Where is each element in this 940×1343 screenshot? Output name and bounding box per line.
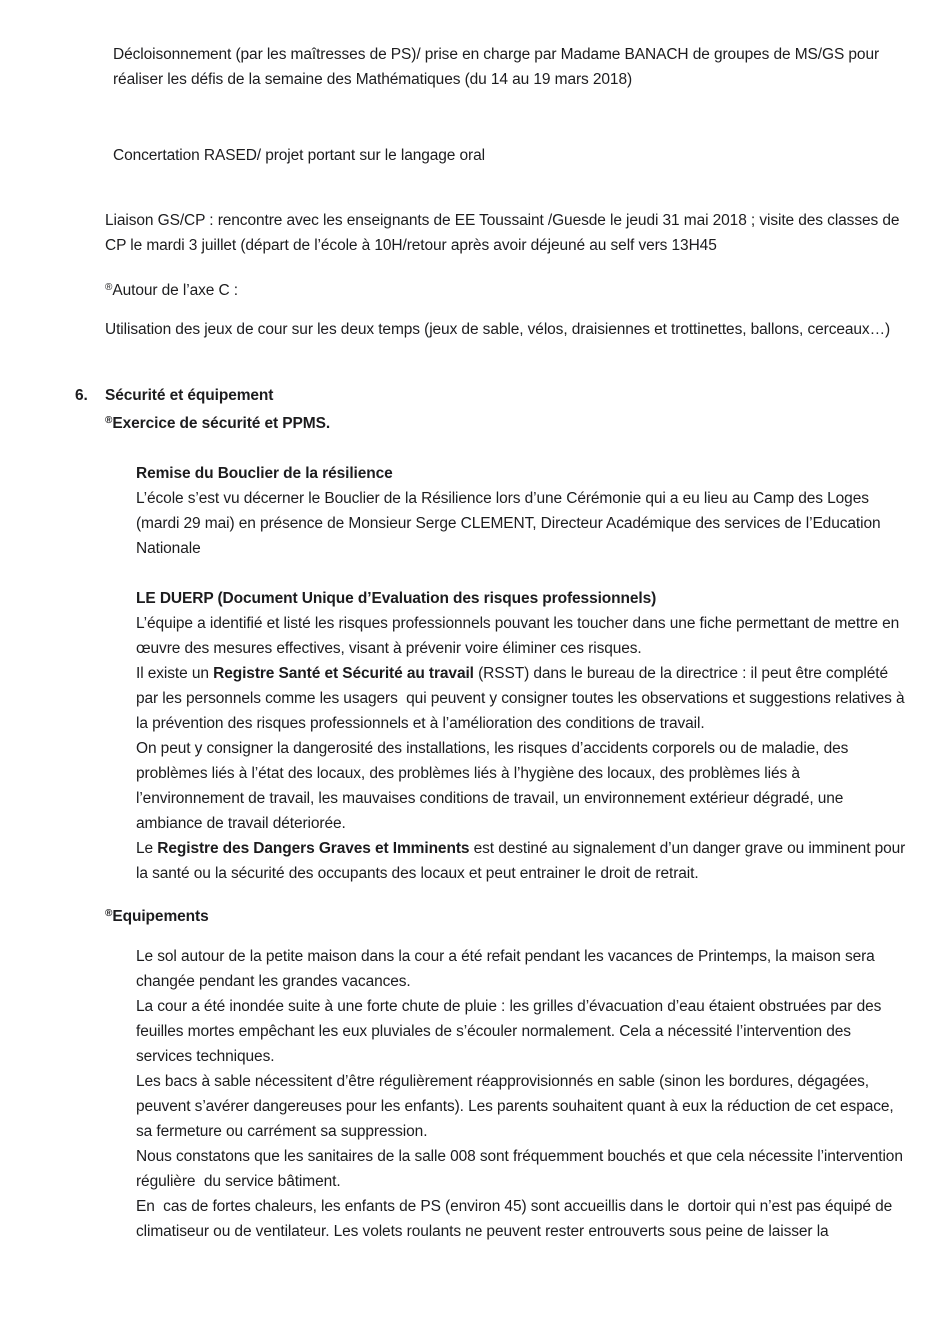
heading-section-6	[75, 383, 906, 408]
paragraph-decloisonnement: Décloisonnement (par les maîtresses de PS)/ prise en charge par Madame BANACH de groupes de MS/GS pour réaliser les défis de la semaine des Mathématiques (du 14 au 19 mars 2018)	[113, 46, 884, 88]
section-title: Sécurité et équipement	[105, 387, 274, 404]
block-duerp	[136, 586, 910, 886]
bullet-autour-axe-c: ®Autour de l’axe C :	[105, 282, 238, 299]
paragraph-cour-inondee: La cour a été inondée suite à une forte chute de pluie : les grilles d’évacuation d’eau étaient obstruées par des feuilles mortes empêchant les eux pluviales de s’écouler normalement. Cela a nécessité l’intervention des services techniques.	[136, 998, 886, 1065]
block-remise-bouclier	[136, 461, 906, 561]
bullet-exercice-securite-ppms: ®Exercice de sécurité et PPMS.	[105, 415, 331, 432]
paragraph-concertation: Concertation RASED/ projet portant sur le langage oral	[113, 147, 485, 164]
paragraph-remise-bouclier: L’école s’est vu décerner le Bouclier de la Résilience lors d’une Cérémonie qui a eu lieu au Camp des Loges (mardi 29 mai) en présence de Monsieur Serge CLEMENT, Directeur Académique des services de l’Education Nationale	[136, 490, 885, 557]
block-equipements	[136, 944, 906, 1244]
paragraph-duerp-dangers-imminents: Le Registre des Dangers Graves et Imminents est destiné au signalement d’un danger grave ou imminent pour la santé ou la sécurité des occupants des locaux et peut entrainer le droit de retrait.	[136, 840, 910, 882]
heading-duerp: LE DUERP (Document Unique d’Evaluation des risques professionnels)	[136, 590, 657, 607]
paragraph-fortes-chaleurs: En cas de fortes chaleurs, les enfants de PS (environ 45) sont accueillis dans le dortoir qui n’est pas équipé de climatiseur ou de ventilateur. Les volets roulants ne peuvent rester entrouverts sous peine de laisser la	[136, 1198, 897, 1240]
paragraph-sanitaires-008: Nous constatons que les sanitaires de la salle 008 sont fréquemment bouchés et que cela nécessite l’intervention régulière du service bâtiment.	[136, 1148, 908, 1190]
section-number: 6.	[75, 387, 88, 404]
paragraph-bacs-a-sable: Les bacs à sable nécessitent d’être régulièrement réapprovisionnés en sable (sinon les bordures, dégagées, peuvent s’avérer dangereuses pour les enfants). Les parents souhaitent quant à eux la réduction de cet espace, sa fermeture ou carrément sa suppression.	[136, 1073, 898, 1140]
bullet-equipements: ®Equipements	[105, 908, 209, 925]
heading-remise-bouclier: Remise du Bouclier de la résilience	[136, 465, 393, 482]
paragraph-liaison-gs-cp: Liaison GS/CP : rencontre avec les enseignants de EE Toussaint /Guesde le jeudi 31 mai 2018 ; visite des classes de CP le mardi 3 juillet (départ de l’école à 10H/retour après avoir déjeuné au self vers 13H45	[105, 212, 904, 254]
paragraph-utilisation-jeux: Utilisation des jeux de cour sur les deux temps (jeux de sable, vélos, draisiennes et trottinettes, ballons, cerceaux…)	[105, 321, 891, 338]
paragraph-petite-maison: Le sol autour de la petite maison dans la cour a été refait pendant les vacances de Printemps, la maison sera changée pendant les grandes vacances.	[136, 948, 879, 990]
paragraph-duerp-consigner: On peut y consigner la dangerosité des installations, les risques d’accidents corporels ou de maladie, des problèmes liés à l’état des locaux, des problèmes liés à l’hygiène des locaux, des problèmes liés à l’environnement de travail, les mauvaises conditions de travail, un environnement extérieur dégradé, une ambiance de travail déteriorée.	[136, 740, 853, 832]
paragraph-duerp-rsst: Il existe un Registre Santé et Sécurité au travail (RSST) dans le bureau de la directrice : il peut être complété par les personnels comme les usagers qui peuvent y consigner toutes les observations et suggestions relatives à la prévention des risques professionnels et à l’amélioration des conditions de travail.	[136, 665, 909, 732]
paragraph-duerp-equipe: L’équipe a identifié et listé les risques professionnels pouvant les toucher dans une fiche permettant de mettre en œuvre des mesures effectives, visant à prévenir voire éliminer ces risques.	[136, 615, 904, 657]
